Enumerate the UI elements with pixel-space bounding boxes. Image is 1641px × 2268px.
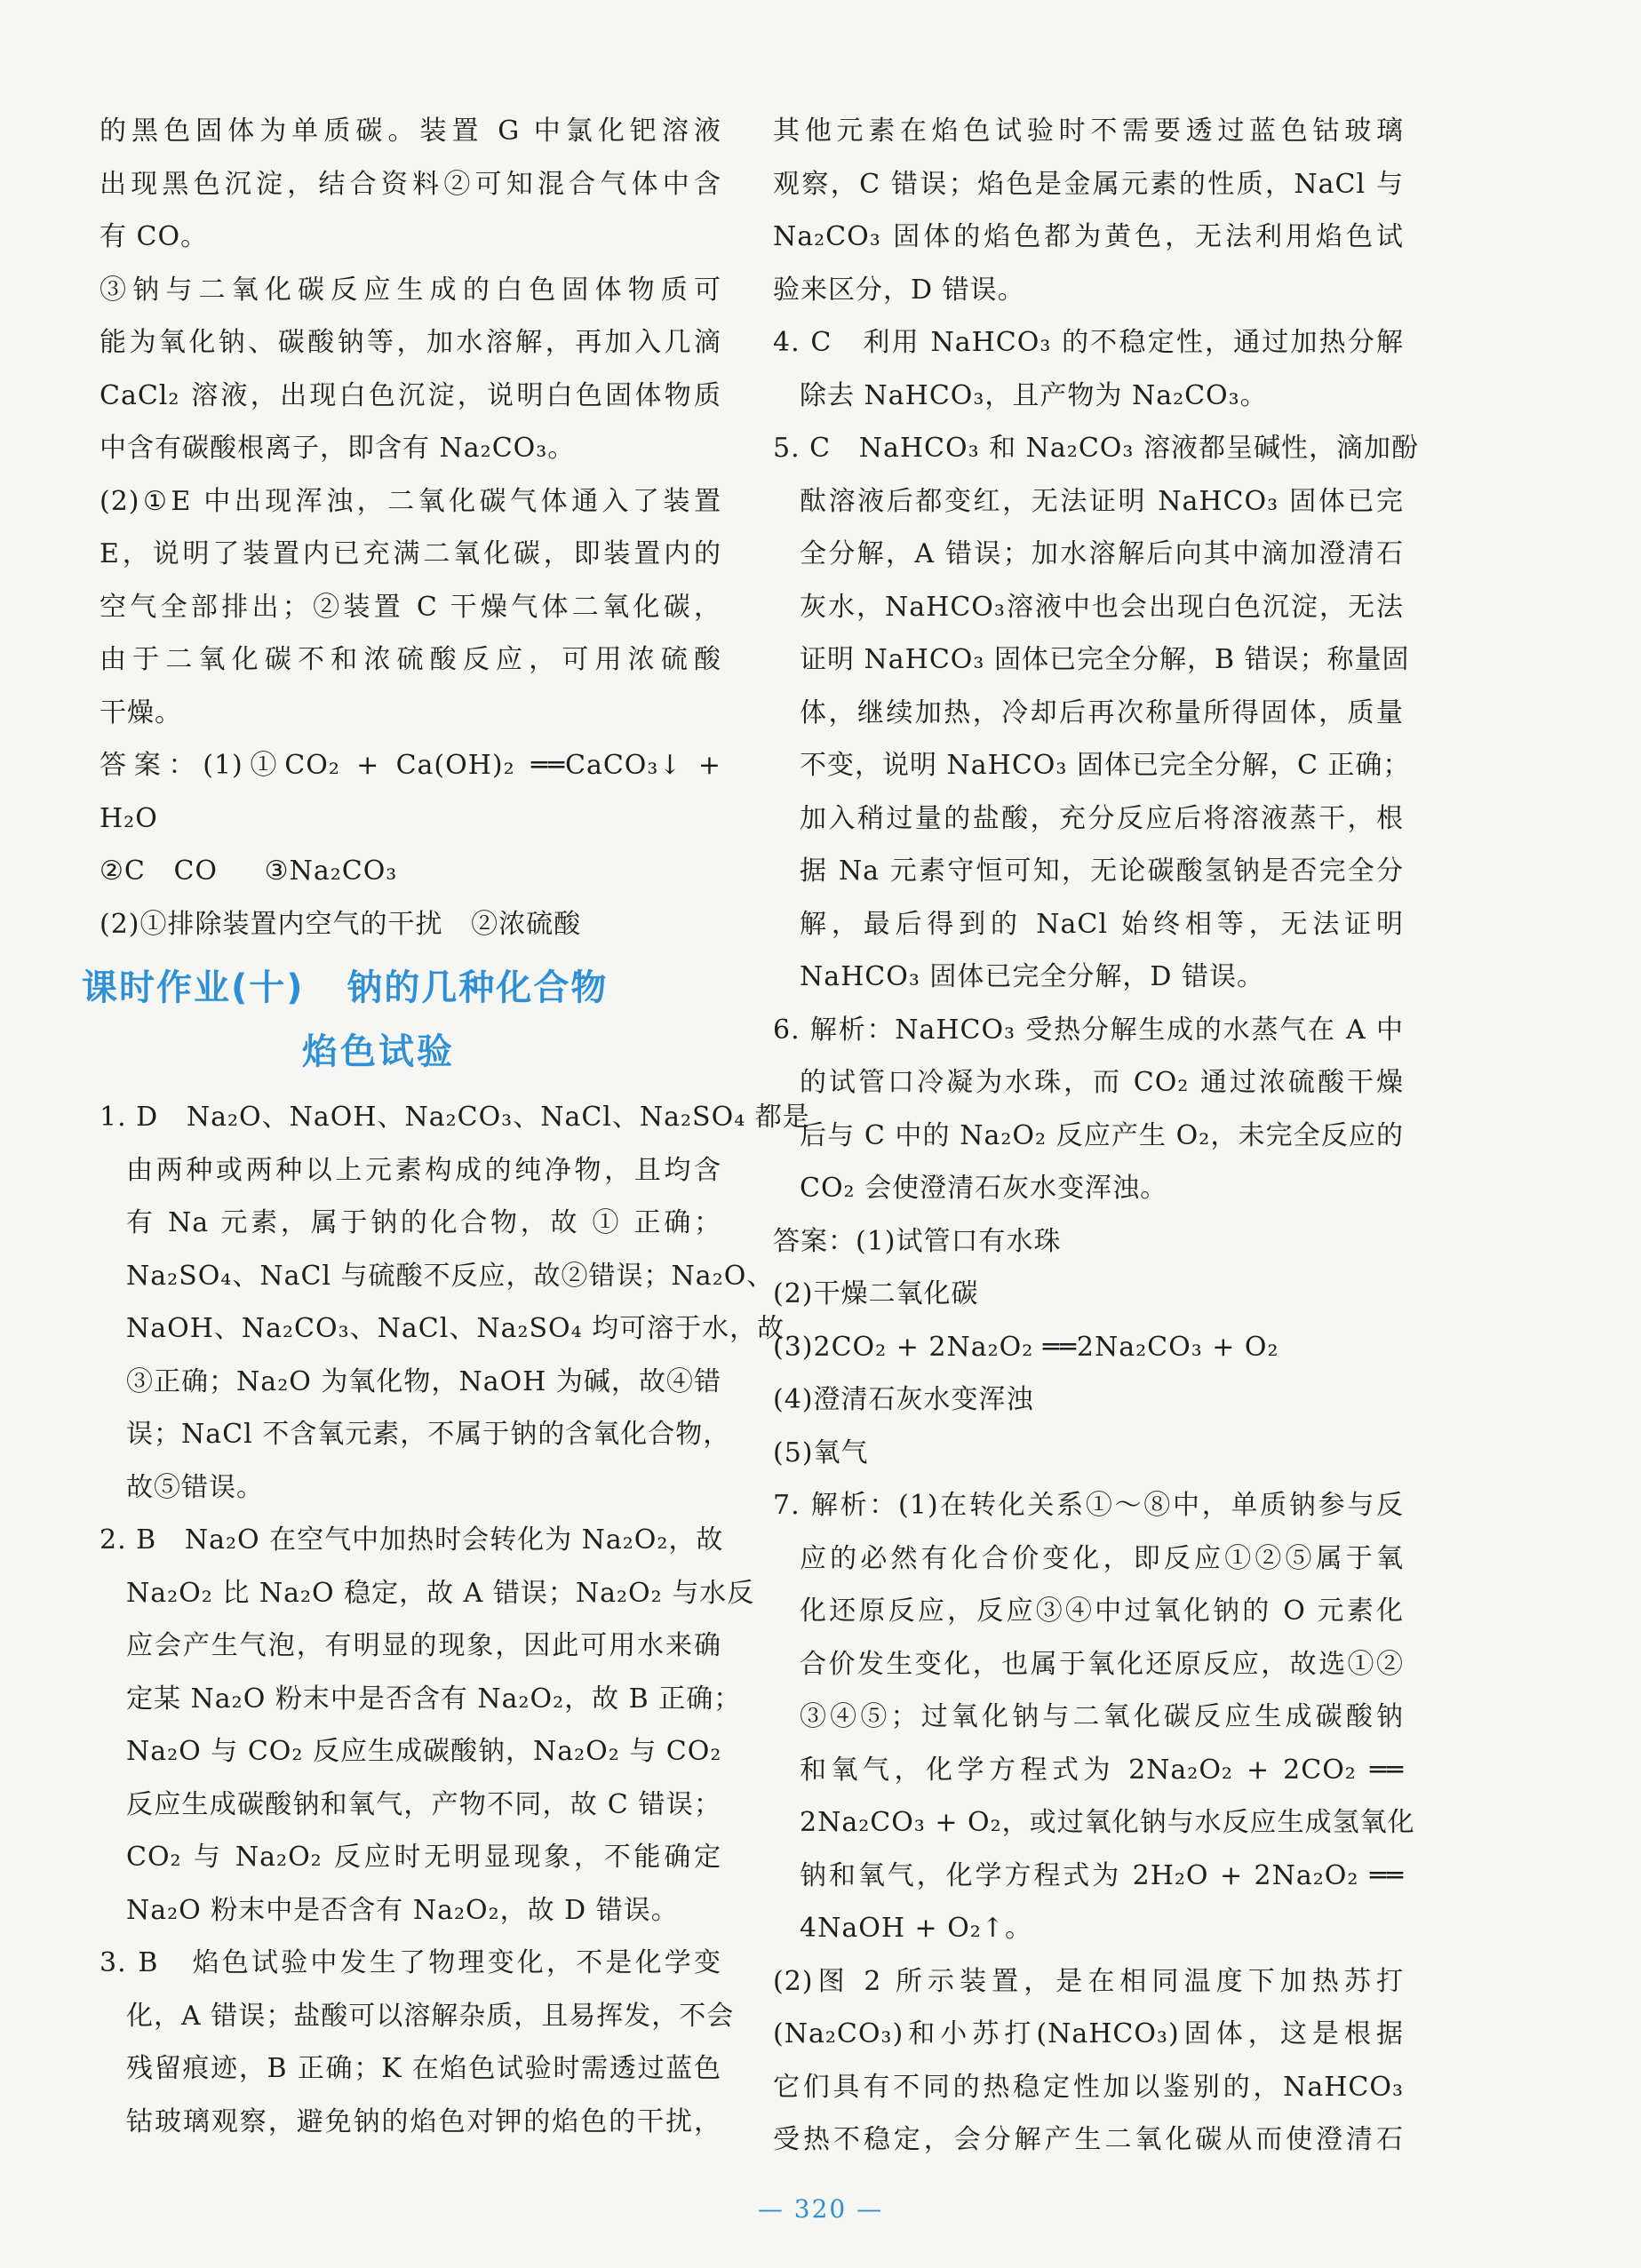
text-line: 和氧气，化学方程式为 2Na₂O₂ + 2CO₂ ══ — [800, 1754, 1404, 1786]
text-line: (2)干燥二氧化碳 — [773, 1278, 979, 1309]
text-line: 出现黑色沉淀，结合资料②可知混合气体中含 — [100, 168, 721, 200]
text-line: 答案：(1)①CO₂ + Ca(OH)₂ ══CaCO₃↓ + — [100, 750, 721, 781]
text-line: (2)①排除装置内空气的干扰 ②浓硫酸 — [100, 908, 582, 940]
text-line: 不变，说明 NaHCO₃ 固体已完全分解，C 正确； — [800, 750, 1411, 781]
text-line: 除去 NaHCO₃，且产物为 Na₂CO₃。 — [800, 379, 1268, 411]
text-line: 5. C NaHCO₃ 和 Na₂CO₃ 溶液都呈碱性，滴加酚 — [773, 433, 1419, 464]
text-line: 有 Na 元素，属于钠的化合物，故 ① 正确； — [126, 1207, 721, 1238]
text-line: 定某 Na₂O 粉末中是否含有 Na₂O₂，故 B 正确； — [126, 1683, 742, 1715]
text-line: (2)①E 中出现浑浊，二氧化碳气体通入了装置 — [100, 485, 721, 517]
text-line: 空气全部排出；②装置 C 干燥气体二氧化碳， — [100, 591, 721, 623]
text-line: Na₂SO₄、NaCl 与硫酸不反应，故②错误；Na₂O、 — [126, 1260, 775, 1292]
text-line: 的黑色固体为单质碳。装置 G 中氯化钯溶液 — [100, 115, 721, 147]
text-line: 应的必然有化合价变化，即反应①②⑤属于氧 — [800, 1542, 1404, 1574]
text-line: (3)2CO₂ + 2Na₂O₂ ══2Na₂CO₃ + O₂ — [773, 1331, 1279, 1363]
text-line: 加入稍过量的盐酸，充分反应后将溶液蒸干，根 — [800, 802, 1404, 834]
right-column — [773, 105, 1419, 2167]
text-line: 1. D Na₂O、NaOH、Na₂CO₃、NaCl、Na₂SO₄ 都是 — [100, 1102, 810, 1133]
text-line: 后与 C 中的 Na₂O₂ 反应产生 O₂，未完全反应的 — [800, 1119, 1404, 1151]
text-line: 验来区分，D 错误。 — [773, 274, 1025, 306]
text-line: 中含有碳酸根离子，即含有 Na₂CO₃。 — [100, 433, 576, 464]
text-line: Na₂O 与 CO₂ 反应生成碳酸钠，Na₂O₂ 与 CO₂ — [126, 1736, 722, 1767]
text-line: 灰水，NaHCO₃溶液中也会出现白色沉淀，无法 — [800, 591, 1404, 623]
text-line: 酞溶液后都变红，无法证明 NaHCO₃ 固体已完 — [800, 485, 1404, 517]
text-line: 4NaOH + O₂↑。 — [800, 1913, 1032, 1944]
text-line: NaOH、Na₂CO₃、NaCl、Na₂SO₄ 均可溶于水，故 — [126, 1313, 785, 1344]
text-line: 4. C 利用 NaHCO₃ 的不稳定性，通过加热分解 — [773, 327, 1404, 358]
text-line: 由于二氧化碳不和浓硫酸反应，可用浓硫酸 — [100, 644, 721, 675]
text-line: 干燥。 — [100, 696, 182, 728]
text-line: 据 Na 元素守恒可知，无论碳酸氢钠是否完全分 — [800, 855, 1404, 887]
text-line: 2Na₂CO₃ + O₂，或过氧化钠与水反应生成氢氧化 — [800, 1807, 1415, 1838]
text-line: ③正确；Na₂O 为氧化物，NaOH 为碱，故④错 — [126, 1365, 721, 1397]
text-line: 解，最后得到的 NaCl 始终相等，无法证明 — [800, 908, 1404, 940]
text-line: ③钠与二氧化碳反应生成的白色固体物质可 — [100, 274, 721, 306]
text-line: H₂O — [100, 802, 158, 834]
text-line: 误；NaCl 不含氧元素，不属于钠的含氧化合物， — [126, 1419, 731, 1450]
text-line: (5)氧气 — [773, 1436, 869, 1468]
text-line: 2. B Na₂O 在空气中加热时会转化为 Na₂O₂，故 — [100, 1524, 724, 1556]
text-line: 其他元素在焰色试验时不需要透过蓝色钴玻璃 — [773, 115, 1404, 147]
text-line: 的试管口冷凝为水珠，而 CO₂ 通过浓硫酸干燥 — [800, 1067, 1404, 1098]
text-line: (2)图 2 所示装置，是在相同温度下加热苏打 — [773, 1965, 1404, 1997]
left-column — [82, 105, 810, 2148]
text-line: Na₂O₂ 比 Na₂O 稳定，故 A 错误；Na₂O₂ 与水反 — [126, 1577, 755, 1609]
text-line: (4)澄清石灰水变浑浊 — [773, 1384, 1034, 1415]
left-paragraphs-a — [100, 105, 721, 951]
text-line: 钠和氧气，化学方程式为 2H₂O + 2Na₂O₂ ══ — [800, 1859, 1404, 1891]
right-paragraphs — [773, 105, 1419, 2167]
text-line: NaHCO₃ 固体已完全分解，D 错误。 — [800, 961, 1264, 992]
text-line: 3. B 焰色试验中发生了物理变化，不是化学变 — [100, 1947, 721, 1978]
text-line: ②C CO ③Na₂CO₃ — [100, 855, 398, 887]
text-line: 受热不稳定，会分解产生二氧化碳从而使澄清石 — [773, 2124, 1404, 2155]
text-line: 能为氧化钠、碳酸钠等，加水溶解，再加入几滴 — [100, 327, 721, 358]
text-line: E，说明了装置内已充满二氧化碳，即装置内的 — [100, 538, 721, 569]
text-line: 它们具有不同的热稳定性加以鉴别的，NaHCO₃ — [773, 2071, 1404, 2103]
text-line: 7. 解析：(1)在转化关系①～⑧中，单质钠参与反 — [773, 1490, 1404, 1521]
text-line: 应会产生气泡，有明显的现象，因此可用水来确 — [126, 1630, 721, 1661]
text-line: 故⑤错误。 — [126, 1471, 264, 1503]
text-line: 化还原反应，反应③④中过氧化钠的 O 元素化 — [800, 1596, 1404, 1627]
text-line: 体，继续加热，冷却后再次称量所得固体，质量 — [800, 696, 1404, 728]
text-line: ③④⑤；过氧化钠与二氧化碳反应生成碳酸钠 — [800, 1701, 1404, 1732]
text-line: CO₂ 与 Na₂O₂ 反应时无明显现象，不能确定 — [126, 1842, 721, 1873]
text-line: 残留痕迹，B 正确；K 在焰色试验时需透过蓝色 — [126, 2053, 721, 2084]
text-line: Na₂O 粉末中是否含有 Na₂O₂，故 D 错误。 — [126, 1894, 679, 1926]
section-title-line1: 课时作业(十) 钠的几种化合物 — [82, 967, 609, 1008]
text-line: 证明 NaHCO₃ 固体已完全分解，B 错误；称量固 — [800, 644, 1410, 675]
text-line: 由两种或两种以上元素构成的纯净物，且均含 — [126, 1154, 721, 1186]
text-line: 合价发生变化，也属于氧化还原反应，故选①② — [800, 1648, 1404, 1680]
section-title-line2: 焰色试验 — [302, 1031, 455, 1072]
text-line: (Na₂CO₃)和小苏打(NaHCO₃)固体，这是根据 — [773, 2018, 1404, 2049]
page-number: — 320 — — [757, 2194, 884, 2224]
text-line: 有 CO。 — [100, 221, 209, 252]
text-line: CO₂ 会使澄清石灰水变浑浊。 — [800, 1173, 1168, 1204]
text-line: Na₂CO₃ 固体的焰色都为黄色，无法利用焰色试 — [773, 221, 1404, 252]
text-line: 钴玻璃观察，避免钠的焰色对钾的焰色的干扰， — [126, 2105, 721, 2137]
text-line: 观察，C 错误；焰色是金属元素的性质，NaCl 与 — [773, 168, 1404, 200]
text-line: 全分解，A 错误；加水溶解后向其中滴加澄清石 — [800, 538, 1404, 569]
text-line: CaCl₂ 溶液，出现白色沉淀，说明白色固体物质 — [100, 379, 721, 411]
text-line: 化，A 错误；盐酸可以溶解杂质，且易挥发，不会 — [126, 2000, 735, 2032]
left-paragraphs-b — [100, 1091, 810, 2148]
text-line: 答案：(1)试管口有水珠 — [773, 1225, 1062, 1257]
text-line: 6. 解析：NaHCO₃ 受热分解生成的水蒸气在 A 中 — [773, 1014, 1404, 1046]
text-line: 反应生成碳酸钠和氧气，产物不同，故 C 错误； — [126, 1788, 721, 1820]
